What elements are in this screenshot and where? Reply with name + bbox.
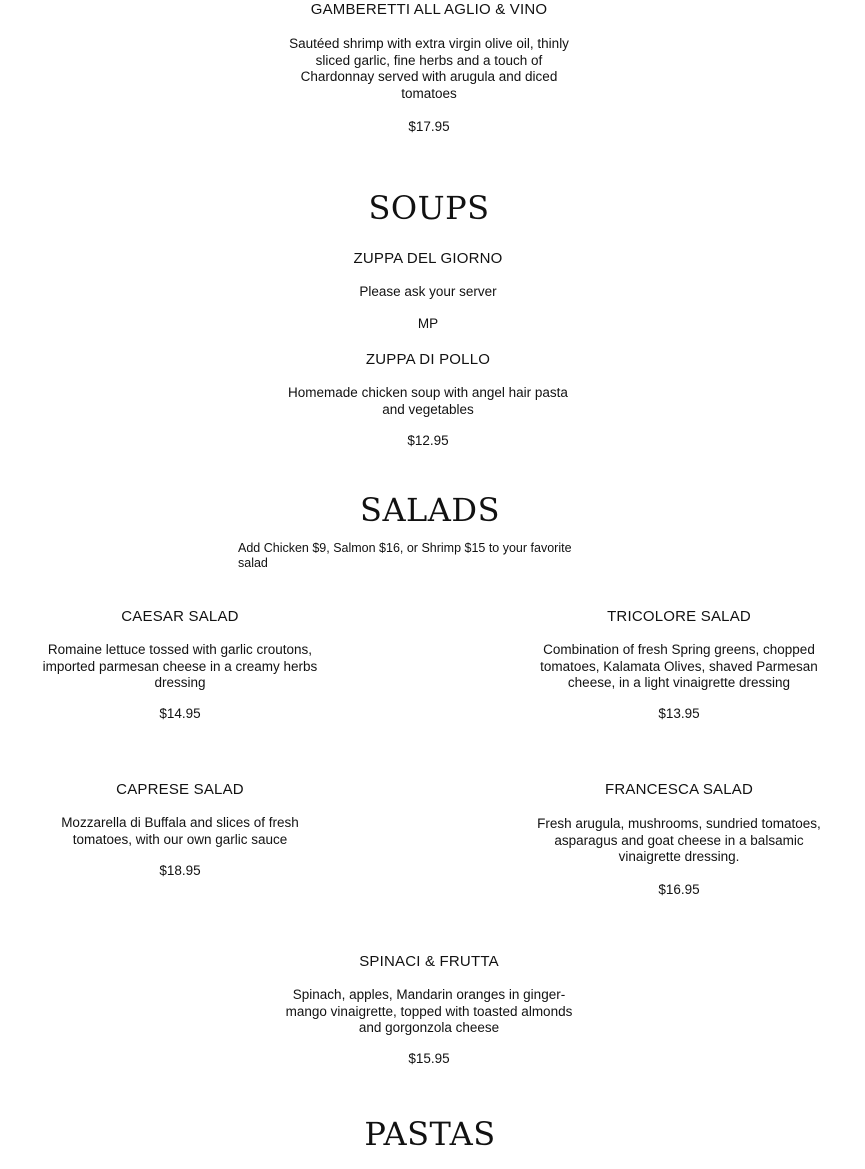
menu-item-price: $17.95 <box>408 119 450 134</box>
menu-item-description: Mozzarella di Buffala and slices of fresh tomatoes, with our own garlic sauce <box>61 815 299 847</box>
menu-item-price: $12.95 <box>407 433 449 448</box>
menu-item-price: $15.95 <box>408 1051 450 1066</box>
menu-item-price: $13.95 <box>658 706 700 721</box>
menu-item-description: Spinach, apples, Mandarin oranges in ginger-mango vinaigrette, topped with toasted almonds and gorgonzola cheese <box>285 987 573 1035</box>
menu-item-description: Fresh arugula, mushrooms, sundried tomatoes, asparagus and goat cheese in a balsamic vinaigrette dressing. <box>537 816 821 864</box>
menu-item-description: Sautéed shrimp with extra virgin olive oil, thinly sliced garlic, fine herbs and a touch of Chardonnay served with arugula and diced tomatoes <box>289 36 569 101</box>
section-heading-salads: SALADS <box>360 491 500 529</box>
menu-item-name: CAPRESE SALAD <box>116 781 244 798</box>
menu-item-price: $18.95 <box>159 863 201 878</box>
menu-item-price: MP <box>417 316 439 331</box>
menu-item-description: Please ask your server <box>359 284 497 299</box>
salad-add-on-note: Add Chicken $9, Salmon $16, or Shrimp $15 to your favorite salad <box>238 541 572 570</box>
menu-item-price: $14.95 <box>159 706 201 721</box>
menu-item-price: $16.95 <box>658 882 700 897</box>
menu-item-description: Combination of fresh Spring greens, chopped tomatoes, Kalamata Olives, shaved Parmesan cheese, in a light vinaigrette dressing <box>540 642 818 690</box>
menu-item-name: SPINACI & FRUTTA <box>359 953 499 970</box>
section-heading-soups: SOUPS <box>368 189 490 227</box>
menu-item-name: ZUPPA DEL GIORNO <box>353 250 503 267</box>
menu-item-name: CAESAR SALAD <box>121 608 239 625</box>
section-heading-pastas: PASTAS <box>364 1115 496 1153</box>
menu-item-description: Romaine lettuce tossed with garlic croutons, imported parmesan cheese in a creamy herbs dressing <box>42 642 318 690</box>
menu-item-description: Homemade chicken soup with angel hair pasta and vegetables <box>288 385 568 417</box>
menu-item-name: GAMBERETTI ALL AGLIO & VINO <box>310 1 548 18</box>
menu-item-name: TRICOLORE SALAD <box>607 608 751 625</box>
menu-item-name: FRANCESCA SALAD <box>604 781 754 798</box>
menu-item-name: ZUPPA DI POLLO <box>365 351 491 368</box>
